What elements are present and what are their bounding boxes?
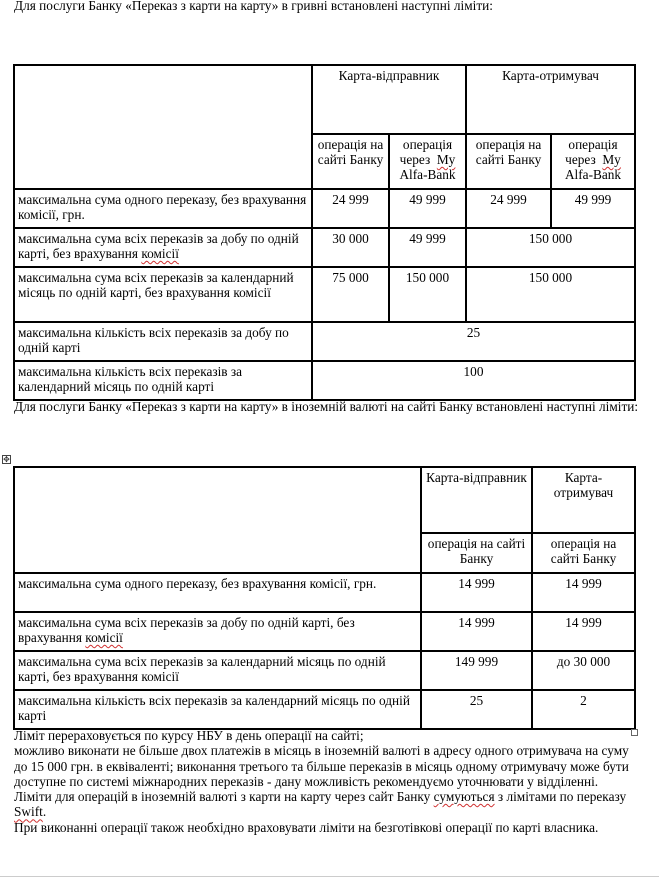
header-app-op-recipient: операція через My Alfa-Bank [551, 134, 635, 189]
header-site-op-recipient: операція на сайті Банку [532, 533, 635, 573]
cell-value: 24 999 [466, 189, 551, 228]
cell-value: 14 999 [532, 612, 635, 651]
header-blank-cell [14, 467, 421, 573]
row-label: максимальна кількість всіх переказів за календарний місяць по одній карті [14, 690, 421, 729]
cell-value: 30 000 [312, 228, 389, 267]
table-row [14, 361, 635, 400]
row-label: максимальна сума всіх переказів за календарний місяць по одній карті, без врахування комісії [14, 267, 312, 322]
note-4: При виконанні операції також необхідно враховувати ліміти на безготівкові операції по карті власника. [14, 819, 599, 835]
header-site-op: операція на сайті Банку [421, 533, 532, 573]
table-row [14, 267, 635, 322]
header-blank-cell [14, 65, 312, 189]
header-app-op: операція через My Alfa-Bank [389, 134, 466, 189]
cell-value: 24 999 [312, 189, 389, 228]
cell-value: 25 [312, 322, 635, 361]
header-sender: Карта-відправник [312, 65, 466, 134]
cell-value: 14 999 [532, 573, 635, 612]
intro-paragraph-2: Для послуги Банку «Переказ з карти на карту» в іноземній валюті на сайті Банку встановлені наступні ліміти: [14, 399, 639, 414]
cell-value: 49 999 [551, 189, 635, 228]
page-bottom-edge [0, 876, 659, 877]
cell-value: 149 999 [421, 651, 532, 690]
notes-block [14, 728, 644, 835]
cell-value: 25 [421, 690, 532, 729]
row-label: максимальна сума одного переказу, без врахування комісії, грн. [14, 573, 421, 612]
intro-paragraph-1: Для послуги Банку «Переказ з карти на карту» в гривні встановлені наступні ліміти: [14, 0, 493, 13]
table-row [14, 322, 635, 361]
table-row [14, 65, 635, 134]
row-label: максимальна сума всіх переказів за добу по одній карті, без врахування комісії [14, 612, 421, 651]
table-row [14, 690, 635, 729]
table-row [14, 467, 635, 533]
row-label: максимальна кількість всіх переказів за добу по одній карті [14, 322, 312, 361]
cell-value: 100 [312, 361, 635, 400]
header-recipient: Карта-отримувач [466, 65, 635, 134]
header-site-op: операція на сайті Банку [312, 134, 389, 189]
cell-value: 150 000 [389, 267, 466, 322]
cell-value: 150 000 [466, 228, 635, 267]
cell-value: 49 999 [389, 189, 466, 228]
note-3: Ліміти для операцій в іноземній валюті з карти на карту через сайт Банку сумуються з лімітами по переказу Swift. [14, 789, 627, 820]
cell-value: до 30 000 [532, 651, 635, 690]
uah-limits-table [13, 64, 636, 401]
table-row [14, 612, 635, 651]
note-2: можливо виконати не більше двох платежів в місяць в іноземній валюті в адресу одного отримувача на суму до 15 000 грн. в еквіваленті; виконання третього та більше переказів в місяць одному отримувачу може бути доступне по системі міжнародних переказів - дану можливість рекомендуємо уточнювати у відділенні. [14, 743, 629, 789]
cell-value: 49 999 [389, 228, 466, 267]
row-label: максимальна сума одного переказу, без врахування комісії, грн. [14, 189, 312, 228]
table-row [14, 189, 635, 228]
row-label: максимальна сума всіх переказів за календарний місяць по одній карті, без врахування комісії [14, 651, 421, 690]
cell-value: 150 000 [466, 267, 635, 322]
note-1: Ліміт перераховується по курсу НБУ в день операції на сайті; [14, 728, 364, 743]
table-row [14, 228, 635, 267]
fx-limits-table [13, 466, 636, 730]
table-row [14, 651, 635, 690]
move-cross-icon[interactable]: ✥ [3, 455, 10, 464]
row-label: максимальна сума всіх переказів за добу по одній карті, без врахування комісії [14, 228, 312, 267]
cell-value: 14 999 [421, 612, 532, 651]
row-label: максимальна кількість всіх переказів за календарний місяць по одній карті [14, 361, 312, 400]
header-sender: Карта-відправник [421, 467, 532, 533]
cell-value: 2 [532, 690, 635, 729]
header-recipient: Карта-отримувач [532, 467, 635, 533]
cell-value: 14 999 [421, 573, 532, 612]
header-site-op-recipient: операція на сайті Банку [466, 134, 551, 189]
table-row [14, 573, 635, 612]
cell-value: 75 000 [312, 267, 389, 322]
